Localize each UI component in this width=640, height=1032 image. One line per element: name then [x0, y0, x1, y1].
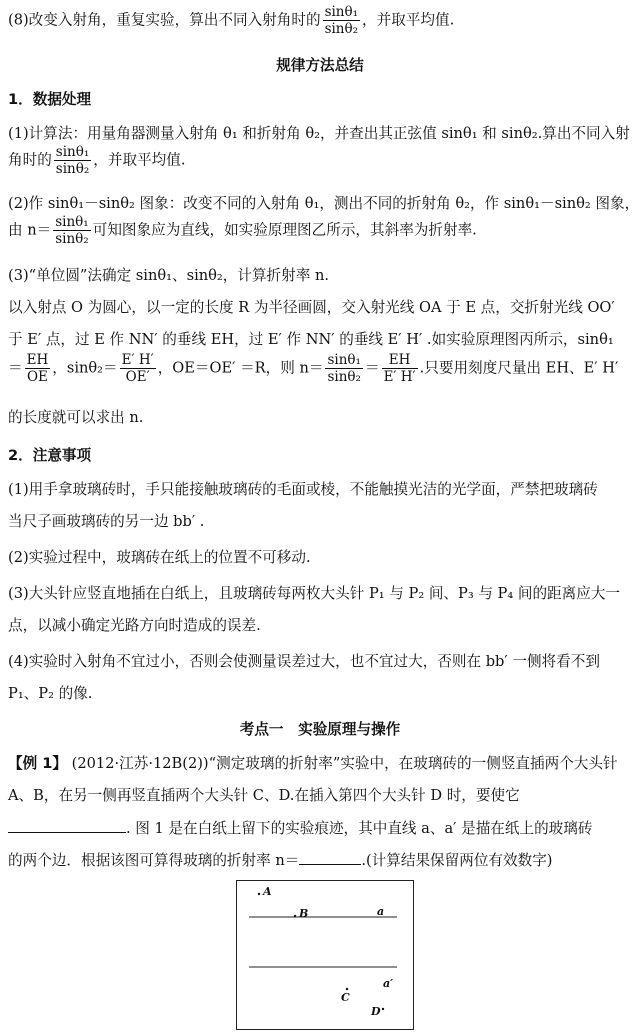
numerator: sinθ₁	[55, 144, 90, 160]
paragraph-line	[8, 214, 632, 247]
paragraph-line: (4)实验时入射角不宜过小，否则会使测量误差过大，也不宜过大，否则在 bb′ 一侧将看不到	[8, 653, 600, 670]
label-D: D	[371, 1005, 381, 1018]
text: .(计算结果保留两位有效数字)	[361, 852, 553, 869]
exam-point-title: 考点一 实验原理与操作	[239, 721, 401, 738]
text: ，OE＝OE′ ＝R，则 n＝	[157, 359, 324, 377]
fraction-EH-OE	[25, 352, 51, 385]
paragraph-line: 当尺子画玻璃砖的另一边 bb′ .	[8, 513, 205, 530]
heading-data-processing: 1．数据处理	[8, 91, 92, 108]
paragraph-line: 以入射点 O 为圆心，以一定的长度 R 为半径画圆，交入射光线 OA 于 E 点，交折射光线 OO′	[8, 299, 615, 316]
denominator: sinθ₂	[327, 369, 361, 385]
text: ，sinθ₂＝	[52, 359, 118, 377]
text: . 图 1 是在白纸上留下的实验痕迹，其中直线 a、a′ 是描在纸上的玻璃砖	[126, 820, 593, 837]
paragraph-line: 于 E′ 点，过 E 作 NN′ 的垂线 EH，过 E′ 作 NN′ 的垂线 E′ H′ .如实验原理图丙所示，sinθ₁	[8, 331, 614, 348]
fraction-sin-ratio	[53, 214, 90, 247]
text: 由 n＝	[8, 221, 52, 239]
pin-B	[294, 915, 296, 917]
numerator: E′ H′	[121, 352, 154, 368]
paragraph-line	[8, 352, 632, 385]
text: (8)改变入射角，重复实验，算出不同入射角时的	[8, 11, 321, 29]
text: ＝	[364, 359, 380, 377]
text: 角时的	[8, 151, 52, 169]
numerator: sinθ₁	[324, 4, 359, 20]
text: 可知图象应为直线，如实验原理图乙所示，其斜率为折射率.	[92, 221, 477, 239]
answer-blank[interactable]	[299, 850, 361, 865]
pin-C	[346, 988, 348, 990]
paragraph-line: P₁、P₂ 的像.	[8, 685, 93, 702]
text: (2012·江苏·12B(2))“测定玻璃的折射率”实验中，在玻璃砖的一侧竖直插两个大头针	[71, 755, 618, 772]
example-label: 【例 1】	[8, 755, 68, 772]
paragraph-line: (3)“单位圆”法确定 sinθ₁、sinθ₂，计算折射率 n.	[8, 267, 330, 284]
text: .只要用刻度尺量出 EH、E′ H′	[419, 359, 619, 377]
denominator: sinθ₂	[324, 21, 359, 37]
example-line	[8, 850, 552, 871]
fraction-sin-ratio	[323, 4, 360, 37]
fraction-sin-ratio	[325, 352, 362, 385]
numerator: sinθ₁	[327, 352, 361, 368]
label-a: a	[377, 905, 385, 918]
paragraph-line: 的长度就可以求出 n.	[8, 409, 144, 426]
pin-D	[382, 1008, 384, 1010]
pin-A	[258, 893, 260, 895]
label-C: C	[341, 991, 350, 1004]
numerator: EH	[382, 352, 418, 369]
example-line	[8, 754, 632, 774]
denominator: OE	[26, 369, 48, 385]
fraction-EpHp-OEp	[120, 352, 156, 385]
paragraph-line: (1)用手拿玻璃砖时，手只能接触玻璃砖的毛面或棱，不能触摸光洁的光学面，严禁把玻璃砖	[8, 481, 598, 498]
heading-notes: 2．注意事项	[8, 447, 92, 464]
text: 的两个边．根据该图可算得玻璃的折射率 n＝	[8, 852, 300, 869]
paragraph-line: (1)计算法：用量角器测量入射角 θ₁ 和折射角 θ₂，并查出其正弦值 sinθ₁ 和 sinθ₂.算出不同入射	[8, 125, 630, 142]
denominator: sinθ₂	[55, 161, 90, 177]
denominator: sinθ₂	[55, 231, 89, 247]
figure-1	[236, 880, 414, 1030]
figure-drawing	[237, 881, 415, 1031]
paragraph-line: (2)作 sinθ₁－sinθ₂ 图象：改变不同的入射角 θ₁，测出不同的折射角 θ₂，作 sinθ₁－sinθ₂ 图象，	[8, 195, 640, 212]
text: ，并取平均值.	[93, 151, 186, 169]
step-8-line	[8, 4, 632, 37]
text: ＝	[8, 359, 23, 377]
denominator: OE′	[125, 369, 150, 385]
label-A: A	[263, 885, 272, 898]
fraction-sin-ratio	[54, 144, 91, 177]
fraction-EH-EpHp	[382, 352, 418, 385]
paragraph-line: (2)实验过程中，玻璃砖在纸上的位置不可移动.	[8, 549, 311, 566]
section-title: 规律方法总结	[276, 57, 364, 74]
paragraph-line: 点，以减小确定光路方向时造成的误差.	[8, 617, 261, 634]
numerator: sinθ₁	[55, 214, 89, 230]
text: ，并取平均值.	[362, 11, 455, 29]
denominator: E′ H′	[383, 369, 416, 385]
numerator: EH	[26, 352, 49, 368]
paragraph-line	[8, 144, 632, 177]
example-line: A、B，在另一侧再竖直插两个大头针 C、D.在插入第四个大头针 D 时，要使它	[8, 787, 520, 804]
answer-blank[interactable]	[8, 818, 126, 833]
example-line	[8, 818, 632, 839]
paragraph-line: (3)大头针应竖直地插在白纸上，且玻璃砖每两枚大头针 P₁ 与 P₂ 间、P₃ 与 P₄ 间的距离应大一	[8, 585, 621, 602]
label-B: B	[299, 907, 309, 920]
label-a-prime: a′	[383, 977, 394, 990]
